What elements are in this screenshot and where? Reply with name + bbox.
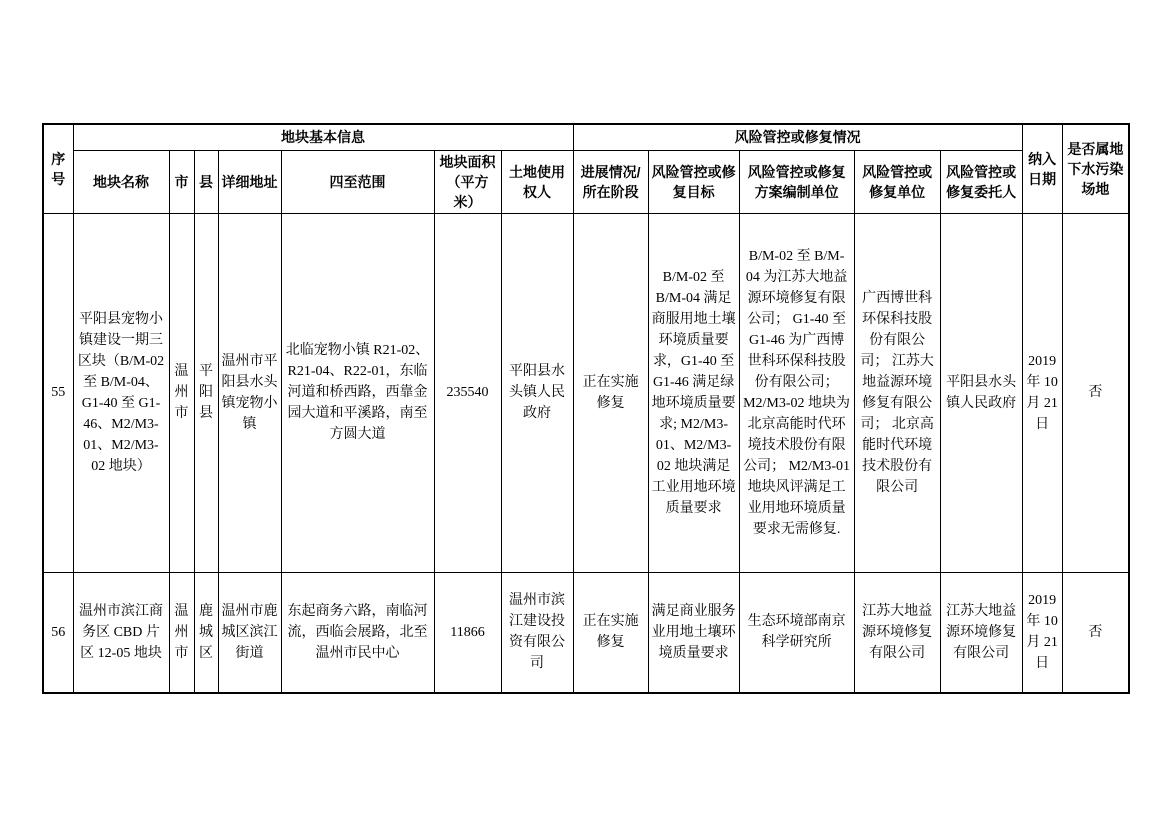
- cell-56-city: 温州市: [169, 572, 194, 693]
- header-county: 县: [194, 150, 218, 213]
- cell-55-date: 2019 年 10 月 21 日: [1022, 213, 1062, 572]
- cell-55-county: 平阳县: [194, 213, 218, 572]
- cell-56-date: 2019 年 10 月 21 日: [1022, 572, 1062, 693]
- cell-55-client: 平阳县水头镇人民政府: [940, 213, 1022, 572]
- cell-55-plan-unit: B/M-02 至 B/M-04 为江苏大地益源环境修复有限公司； G1-40 至 G1-46 为广西博世科环保科技股份有限公司； M2/M3-02 地块为北京高能时代环境技术股份有限公司； M2/M3-01 地块风评满足工业用地环境质量要求无需修复.: [739, 213, 854, 572]
- cell-56-land-user: 温州市滨江建设投资有限公司: [501, 572, 573, 693]
- header-plot-name: 地块名称: [73, 150, 169, 213]
- cell-55-target: B/M-02 至 B/M-04 满足商服用地土壤环境质量要求，G1-40 至 G1-46 满足绿地环境质量要求; M2/M3-01、M2/M3-02 地块满足工业用地环境质量要求: [648, 213, 739, 572]
- header-client: 风险管控或修复委托人: [940, 150, 1022, 213]
- header-columns-row: [43, 150, 1129, 213]
- header-serial: 序号: [43, 124, 73, 213]
- cell-56-target: 满足商业服务业用地土壤环境质量要求: [648, 572, 739, 693]
- header-group-row: [43, 124, 1129, 150]
- cell-56-repair-unit: 江苏大地益源环境修复有限公司: [854, 572, 940, 693]
- table-row-55: [43, 213, 1129, 572]
- header-plan-unit: 风险管控或修复方案编制单位: [739, 150, 854, 213]
- table-row-56: [43, 572, 1129, 693]
- header-address: 详细地址: [218, 150, 281, 213]
- table-body: [43, 213, 1129, 693]
- header-progress: 进展情况/所在阶段: [573, 150, 648, 213]
- cell-56-groundwater: 否: [1062, 572, 1129, 693]
- header-groundwater-site: 是否属地下水污染场地: [1062, 124, 1129, 213]
- header-area: 地块面积（平方米）: [434, 150, 501, 213]
- cell-56-client: 江苏大地益源环境修复有限公司: [940, 572, 1022, 693]
- header-group-basic-info: 地块基本信息: [73, 124, 573, 150]
- cell-55-land-user: 平阳县水头镇人民政府: [501, 213, 573, 572]
- cell-55-progress: 正在实施修复: [573, 213, 648, 572]
- cell-55-boundary: 北临宠物小镇 R21-02、R21-04、R22-01，东临河道和桥西路，西靠金园大道和平溪路，南至方圆大道: [281, 213, 434, 572]
- cell-56-plot-name: 温州市滨江商务区 CBD 片区 12-05 地块: [73, 572, 169, 693]
- header-repair-unit: 风险管控或修复单位: [854, 150, 940, 213]
- cell-56-county: 鹿城区: [194, 572, 218, 693]
- header-inclusion-date: 纳入日期: [1022, 124, 1062, 213]
- cell-55-serial: 55: [43, 213, 73, 572]
- cell-55-groundwater: 否: [1062, 213, 1129, 572]
- table-header: [43, 124, 1129, 213]
- cell-55-area: 235540: [434, 213, 501, 572]
- cell-56-area: 11866: [434, 572, 501, 693]
- header-land-user: 土地使用权人: [501, 150, 573, 213]
- header-group-risk-control: 风险管控或修复情况: [573, 124, 1022, 150]
- cell-55-city: 温州市: [169, 213, 194, 572]
- cell-55-address: 温州市平阳县水头镇宠物小镇: [218, 213, 281, 572]
- cell-55-plot-name: 平阳县宠物小镇建设一期三区块（B/M-02 至 B/M-04、G1-40 至 G1-46、M2/M3-01、M2/M3-02 地块）: [73, 213, 169, 572]
- cell-56-serial: 56: [43, 572, 73, 693]
- land-parcel-table: [42, 123, 1130, 694]
- cell-55-repair-unit: 广西博世科环保科技股份有限公司； 江苏大地益源环境修复有限公司； 北京高能时代环境技术股份有限公司: [854, 213, 940, 572]
- cell-56-progress: 正在实施修复: [573, 572, 648, 693]
- header-boundary: 四至范围: [281, 150, 434, 213]
- cell-56-plan-unit: 生态环境部南京科学研究所: [739, 572, 854, 693]
- cell-56-boundary: 东起商务六路，南临河流，西临会展路，北至温州市民中心: [281, 572, 434, 693]
- header-city: 市: [169, 150, 194, 213]
- header-target: 风险管控或修复目标: [648, 150, 739, 213]
- cell-56-address: 温州市鹿城区滨江街道: [218, 572, 281, 693]
